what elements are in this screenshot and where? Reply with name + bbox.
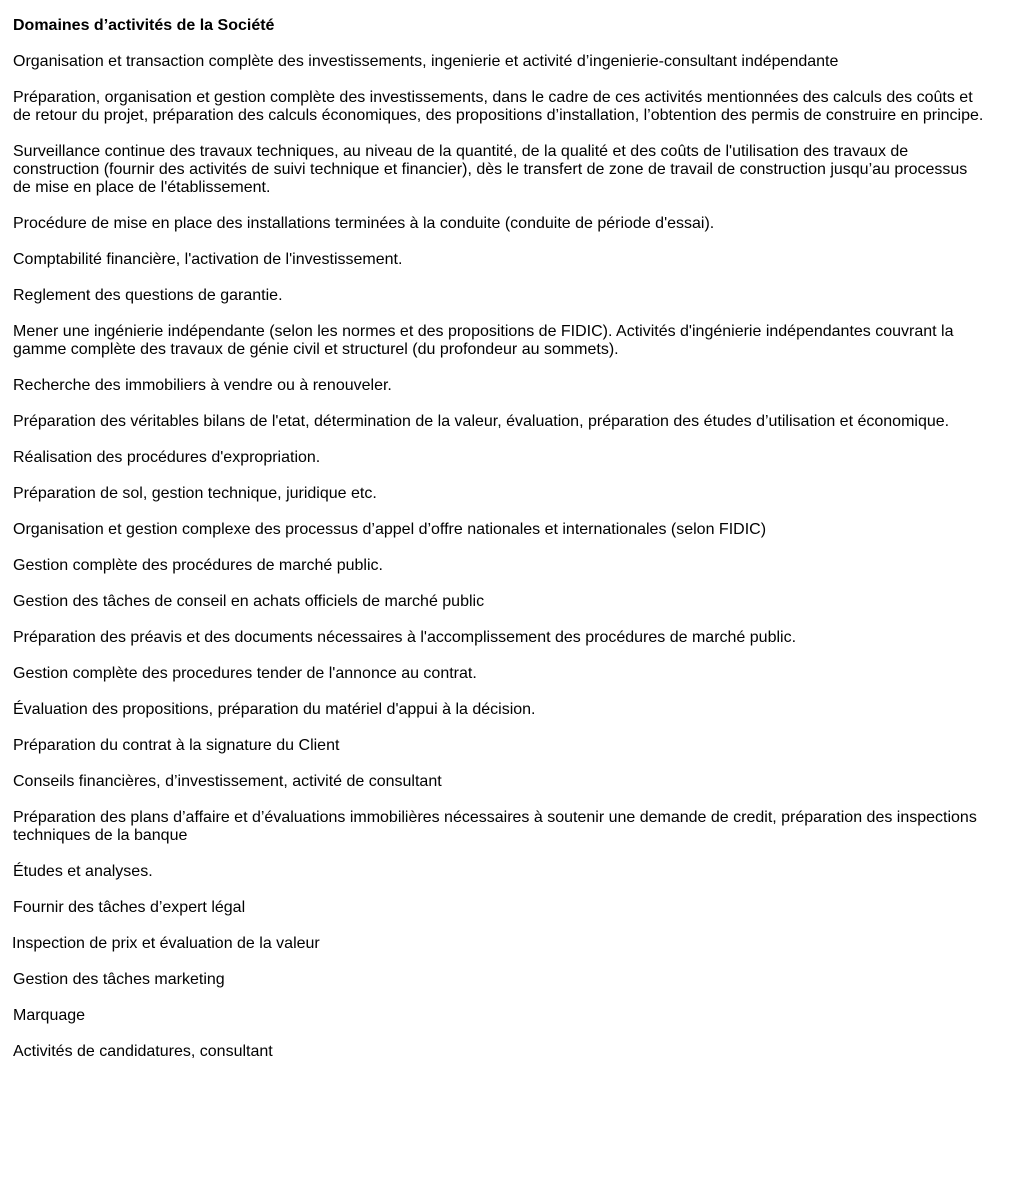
list-item: Organisation et gestion complexe des processus d’appel d’offre nationales et internationales (selon FIDIC) <box>13 521 767 538</box>
list-item: Activités de candidatures, consultant <box>13 1043 273 1060</box>
list-item: Reglement des questions de garantie. <box>13 287 283 304</box>
list-item: Préparation des véritables bilans de l'etat, détermination de la valeur, évaluation, préparation des études d’utilisation et économique. <box>13 413 950 430</box>
list-item: Préparation des plans d’affaire et d’évaluations immobilières nécessaires à soutenir une demande de credit, préparation des inspections techniques de la banque <box>13 809 977 844</box>
list-item: Fournir des tâches d’expert légal <box>13 899 246 916</box>
list-item: Mener une ingénierie indépendante (selon les normes et des propositions de FIDIC). Activités d'ingénierie indépendantes couvrant la gamme complète des travaux de génie civil et structurel (du profondeur au sommets). <box>13 323 954 358</box>
list-item: Conseils financières, d’investissement, activité de consultant <box>13 773 442 790</box>
list-item: Études et analyses. <box>13 863 153 880</box>
list-item: Préparation des préavis et des documents nécessaires à l'accomplissement des procédures de marché public. <box>13 629 797 646</box>
list-item: Évaluation des propositions, préparation du matériel d'appui à la décision. <box>13 701 536 718</box>
list-item: Procédure de mise en place des installations terminées à la conduite (conduite de période d'essai). <box>13 215 715 232</box>
list-item: Préparation, organisation et gestion complète des investissements, dans le cadre de ces activités mentionnées des calculs des coûts et de retour du projet, préparation des calculs économiques, des propositions d’installation, l’obtention des permis de construire en principe. <box>13 89 984 124</box>
list-item: Inspection de prix et évaluation de la valeur <box>12 935 320 952</box>
list-item: Surveillance continue des travaux techniques, au niveau de la quantité, de la qualité et des coûts de l'utilisation des travaux de construction (fournir des activités de suivi technique et financier), dès le transfert de zone de travail de construction jusqu’au processus de mise en place de l'établissement. <box>13 143 968 196</box>
list-item: Gestion des tâches marketing <box>13 971 225 988</box>
list-item: Marquage <box>13 1007 86 1024</box>
page-title: Domaines d’activités de la Société <box>13 17 275 34</box>
list-item: Gestion complète des procédures de marché public. <box>13 557 383 574</box>
list-item: Réalisation des procédures d'expropriation. <box>13 449 321 466</box>
list-item: Recherche des immobiliers à vendre ou à renouveler. <box>13 377 392 394</box>
list-item: Organisation et transaction complète des investissements, ingenierie et activité d’ingenierie-consultant indépendante <box>13 53 839 70</box>
list-item: Préparation de sol, gestion technique, juridique etc. <box>13 485 377 502</box>
activity-list <box>13 53 985 1061</box>
list-item: Gestion complète des procedures tender de l'annonce au contrat. <box>13 665 477 682</box>
list-item: Préparation du contrat à la signature du Client <box>13 737 340 754</box>
list-item: Gestion des tâches de conseil en achats officiels de marché public <box>13 593 485 610</box>
list-item: Comptabilité financière, l'activation de l'investissement. <box>13 251 403 268</box>
